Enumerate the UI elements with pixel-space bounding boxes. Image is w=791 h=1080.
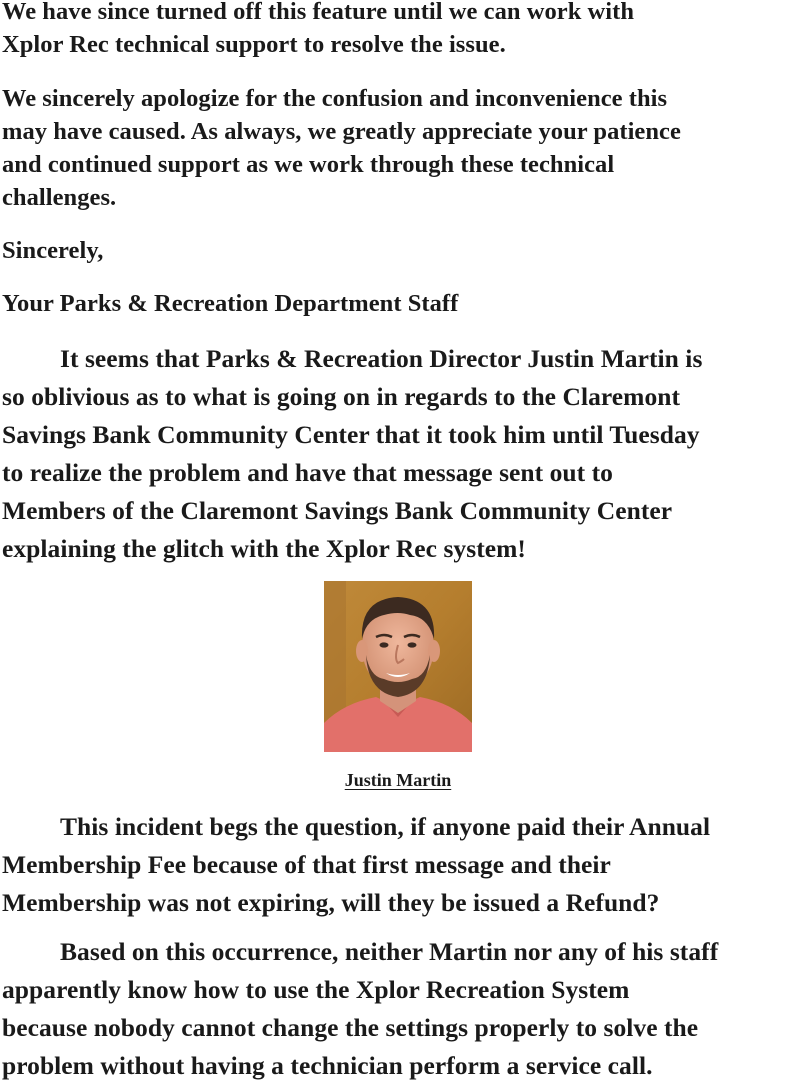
letter-closing: Sincerely, (2, 237, 104, 264)
letter-paragraph-feature-disabled: We have since turned off this feature until we can work with Xplor Rec technical support to resolve the issue. (2, 0, 635, 58)
photo-caption: Justin Martin (344, 770, 452, 790)
letter-signature: Your Parks & Recreation Department Staff (2, 290, 459, 317)
justin-martin-photo (324, 581, 472, 752)
article-paragraph-refund-question: This incident begs the question, if anyone paid their Annual Membership Fee because of that first message and their Membership was not expiring, will they be issued a Refund? (2, 812, 711, 917)
letter-paragraph-apology: We sincerely apologize for the confusion and inconvenience this may have caused. As always, we greatly appreciate your patience and continued support as we work through these technical challenges. (2, 85, 681, 211)
article-paragraph-staff-competence: Based on this occurrence, neither Martin nor any of his staff apparently know how to use the Xplor Recreation System because nobody cannot change the settings properly to solve the problem without having a technician perform a service call. (2, 937, 719, 1080)
portrait-image (324, 581, 472, 752)
article-paragraph-director: It seems that Parks & Recreation Director Justin Martin is so oblivious as to what is going on in regards to the Claremont Savings Bank Community Center that it took him until Tuesday to realize the problem and have that message sent out to Members of the Claremont Savings Bank Community Center explaining the glitch with the Xplor Rec system! (2, 344, 703, 563)
